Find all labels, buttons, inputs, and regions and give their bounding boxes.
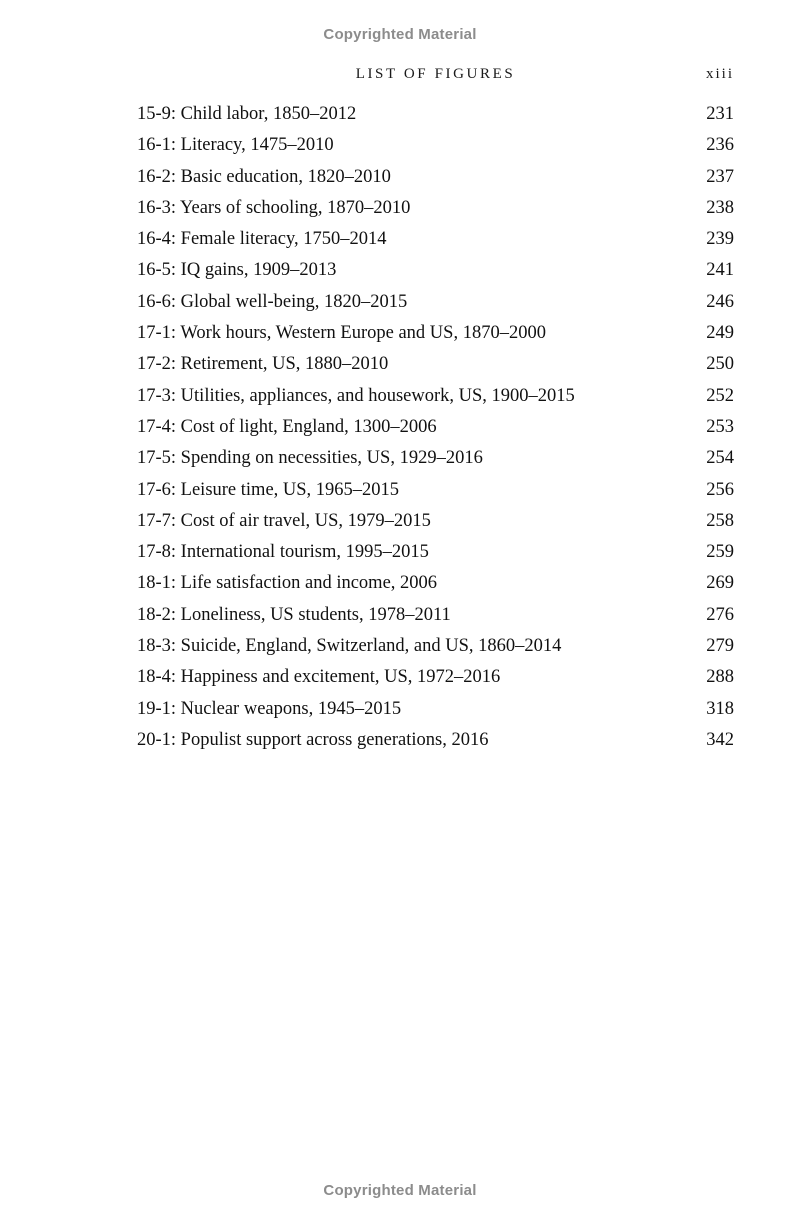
figure-list	[137, 102, 734, 759]
figure-title: 17-2: Retirement, US, 1880–2010	[137, 354, 389, 375]
figure-entry	[137, 571, 734, 602]
figure-entry	[137, 415, 734, 446]
running-head	[137, 66, 734, 88]
figure-page-number: 258	[706, 510, 734, 531]
figure-entry	[137, 165, 734, 196]
figure-title: 17-4: Cost of light, England, 1300–2006	[137, 416, 437, 437]
figure-entry	[137, 290, 734, 321]
figure-page-number: 256	[706, 479, 734, 500]
figure-entry	[137, 321, 734, 352]
figure-page-number: 254	[706, 448, 734, 469]
figure-page-number: 269	[706, 573, 734, 594]
figure-page-number: 239	[706, 229, 734, 250]
figure-page-number: 241	[706, 260, 734, 281]
figure-page-number: 276	[706, 604, 734, 625]
figure-entry	[137, 603, 734, 634]
figure-title: 17-1: Work hours, Western Europe and US, 1870–2000	[137, 323, 546, 344]
figure-entry	[137, 665, 734, 696]
figure-page-number: 252	[706, 385, 734, 406]
figure-page-number: 249	[706, 323, 734, 344]
figure-page-number: 342	[706, 729, 734, 750]
figure-page-number: 238	[706, 197, 734, 218]
figure-title: 16-1: Literacy, 1475–2010	[137, 135, 334, 156]
figure-title: 16-3: Years of schooling, 1870–2010	[137, 197, 411, 218]
figure-page-number: 318	[706, 698, 734, 719]
page-title: LIST OF FIGURES	[355, 66, 516, 82]
page-number: xiii	[705, 66, 734, 82]
figure-title: 17-6: Leisure time, US, 1965–2015	[137, 479, 400, 500]
copyright-watermark-top: Copyrighted Material	[323, 26, 477, 43]
figure-title: 16-5: IQ gains, 1909–2013	[137, 260, 337, 281]
figure-entry	[137, 102, 734, 133]
figure-entry	[137, 227, 734, 258]
figure-title: 18-2: Loneliness, US students, 1978–2011	[137, 604, 451, 625]
figure-entry	[137, 133, 734, 164]
figure-entry	[137, 196, 734, 227]
figure-entry	[137, 540, 734, 571]
figure-title: 16-2: Basic education, 1820–2010	[137, 166, 391, 187]
figure-page-number: 259	[706, 542, 734, 563]
copyright-watermark-bottom: Copyrighted Material	[323, 1182, 477, 1199]
figure-entry	[137, 634, 734, 665]
figure-page-number: 279	[706, 636, 734, 657]
figure-entry	[137, 384, 734, 415]
figure-entry	[137, 697, 734, 728]
figure-page-number: 253	[706, 416, 734, 437]
figure-page-number: 250	[706, 354, 734, 375]
figure-page-number: 236	[706, 135, 734, 156]
figure-title: 17-7: Cost of air travel, US, 1979–2015	[137, 510, 431, 531]
figure-title: 18-1: Life satisfaction and income, 2006	[137, 573, 438, 594]
figure-entry	[137, 728, 734, 759]
figure-title: 15-9: Child labor, 1850–2012	[137, 104, 357, 124]
figure-page-number: 288	[706, 667, 734, 688]
figure-title: 16-6: Global well-being, 1820–2015	[137, 291, 408, 312]
figure-title: 17-8: International tourism, 1995–2015	[137, 542, 429, 563]
figure-title: 17-5: Spending on necessities, US, 1929–2016	[137, 448, 483, 469]
figure-title: 18-3: Suicide, England, Switzerland, and US, 1860–2014	[137, 636, 562, 657]
figure-entry	[137, 478, 734, 509]
figure-entry	[137, 352, 734, 383]
figure-title: 16-4: Female literacy, 1750–2014	[137, 229, 387, 250]
figure-page-number: 237	[706, 166, 734, 187]
figure-entry	[137, 446, 734, 477]
figure-entry	[137, 258, 734, 289]
figure-entry	[137, 509, 734, 540]
figure-page-number: 231	[706, 104, 734, 124]
figure-title: 18-4: Happiness and excitement, US, 1972–2016	[137, 667, 501, 688]
figure-title: 17-3: Utilities, appliances, and housework, US, 1900–2015	[137, 385, 575, 406]
figure-page-number: 246	[706, 291, 734, 312]
figure-title: 20-1: Populist support across generations, 2016	[137, 729, 489, 750]
figure-title: 19-1: Nuclear weapons, 1945–2015	[137, 698, 402, 719]
